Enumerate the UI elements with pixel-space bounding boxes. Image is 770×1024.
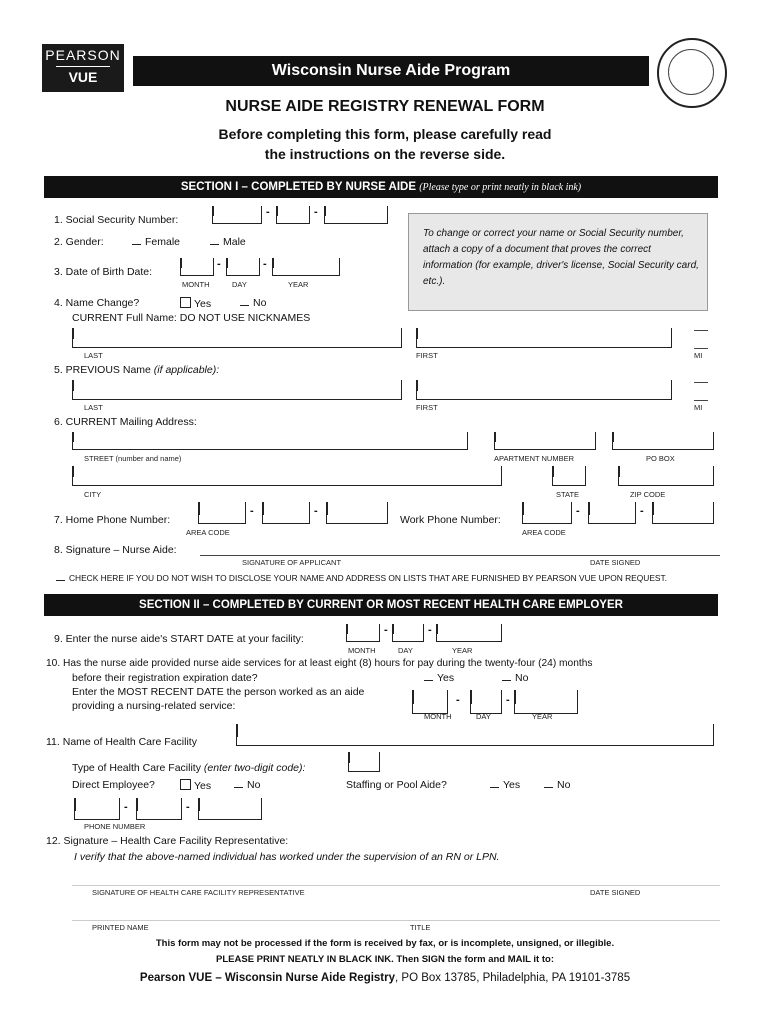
q12-label: 12. Signature – Health Care Facility Representative:: [46, 835, 289, 847]
home-area-code-caption: AREA CODE: [186, 528, 230, 537]
intro-line-2: the instructions on the reverse side.: [264, 146, 506, 162]
start-month-input[interactable]: [346, 624, 380, 642]
current-name-label: CURRENT Full Name: DO NOT USE NICKNAMES: [72, 312, 311, 324]
logo-pearson-text: PEARSON: [45, 47, 121, 63]
city-caption: CITY: [84, 490, 102, 499]
work-area-code-caption: AREA CODE: [522, 528, 566, 537]
start-month-caption: MONTH: [348, 646, 376, 655]
recent-day-input[interactable]: [470, 690, 502, 714]
previous-mi-caption: MI: [694, 403, 703, 412]
disclose-label: CHECK HERE IF YOU DO NOT WISH TO DISCLOSE YOUR NAME AND ADDRESS ON LISTS THAT ARE FURNISHED BY PEARSON VUE UPON REQUEST.: [69, 573, 667, 583]
gender-female-option[interactable]: [132, 236, 180, 248]
facility-prefix-input[interactable]: [136, 798, 182, 820]
previous-last-caption: LAST: [84, 403, 103, 412]
name-change-note: To change or correct your name or Social Security number, attach a copy of a document that proves the correct information (for example, driver's license, Social Security card, etc.).: [408, 213, 708, 311]
q10-line-4: providing a nursing-related service:: [72, 700, 236, 712]
q4-label: 4. Name Change?: [54, 297, 140, 309]
previous-mi-input[interactable]: [694, 400, 708, 401]
street-input[interactable]: [72, 432, 468, 450]
facility-type-label: Type of Health Care Facility (enter two-digit code):: [72, 762, 306, 774]
start-year-input[interactable]: [436, 624, 502, 642]
home-area-code-input[interactable]: [198, 502, 246, 524]
previous-first-name-input[interactable]: [416, 380, 672, 400]
current-last-caption: LAST: [84, 351, 103, 360]
section-1-header: [44, 176, 718, 198]
staffing-no-label: No: [557, 779, 571, 791]
direct-no-label: No: [247, 779, 261, 791]
po-box-caption: PO BOX: [646, 454, 675, 463]
q11-label: 11. Name of Health Care Facility: [46, 736, 197, 748]
printed-name-caption: PRINTED NAME: [92, 923, 149, 932]
mailing-address: Pearson VUE – Wisconsin Nurse Aide Registry, PO Box 13785, Philadelphia, PA 19101-3785: [139, 972, 631, 984]
q10-no-option[interactable]: [502, 672, 528, 684]
direct-employee-label: Direct Employee?: [72, 779, 155, 791]
facility-name-input[interactable]: [236, 724, 714, 746]
title-caption: TITLE: [410, 923, 431, 932]
logo-vue-text: VUE: [56, 66, 110, 85]
current-first-caption: FIRST: [416, 351, 438, 360]
name-change-no-option[interactable]: [240, 297, 266, 309]
dob-month-input[interactable]: [180, 258, 214, 276]
q7-label: 7. Home Phone Number:: [54, 514, 171, 526]
gender-male-option[interactable]: [210, 236, 246, 248]
start-year-caption: YEAR: [452, 646, 473, 655]
q10-line-1: 10. Has the nurse aide provided nurse aide services for at least eight (8) hours for pay during the twenty-four (24) months: [46, 658, 593, 669]
pearson-vue-logo: [42, 44, 124, 92]
facility-line-input[interactable]: [198, 798, 262, 820]
rep-signature-caption: SIGNATURE OF HEALTH CARE FACILITY REPRESENTATIVE: [92, 888, 305, 897]
q8-label: 8. Signature – Nurse Aide:: [54, 544, 177, 556]
q2-label: 2. Gender:: [54, 236, 104, 248]
name-change-yes-label: Yes: [194, 298, 212, 310]
po-box-input[interactable]: [612, 432, 714, 450]
ssn-part1-input[interactable]: [212, 206, 262, 224]
work-phone-label: Work Phone Number:: [400, 514, 501, 526]
current-last-name-input[interactable]: [72, 328, 402, 348]
phone-number-caption: PHONE NUMBER: [84, 822, 146, 831]
zip-input[interactable]: [618, 466, 714, 486]
q3-label: 3. Date of Birth Date:: [54, 266, 153, 278]
q10-no-label: No: [515, 672, 529, 684]
direct-no-option[interactable]: [234, 779, 260, 791]
facility-type-input[interactable]: [348, 752, 380, 772]
section-1-subtitle: (Please type or print neatly in black ink): [419, 182, 582, 193]
form-title: NURSE AIDE REGISTRY RENEWAL FORM: [225, 98, 545, 115]
dob-day-caption: DAY: [232, 280, 247, 289]
name-change-yes-option[interactable]: [180, 297, 211, 310]
recent-year-input[interactable]: [514, 690, 578, 714]
dob-day-input[interactable]: [226, 258, 260, 276]
staffing-no-option[interactable]: [544, 779, 570, 791]
dob-month-caption: MONTH: [182, 280, 210, 289]
direct-yes-label: Yes: [194, 780, 212, 792]
q10-yes-option[interactable]: [424, 672, 454, 684]
footer-line-2: PLEASE PRINT NEATLY IN BLACK INK. Then SIGN the form and MAIL it to:: [216, 954, 554, 965]
current-mi-caption: MI: [694, 351, 703, 360]
facility-area-code-input[interactable]: [74, 798, 120, 820]
ssn-part3-input[interactable]: [324, 206, 388, 224]
footer-line-1: This form may not be processed if the form is received by fax, or is incomplete, unsigned, or illegible.: [155, 938, 615, 949]
start-day-input[interactable]: [392, 624, 424, 642]
applicant-signature-line[interactable]: [200, 555, 720, 556]
previous-last-name-input[interactable]: [72, 380, 402, 400]
section-1-title: SECTION I – COMPLETED BY NURSE AIDE: [180, 181, 417, 193]
recent-month-input[interactable]: [412, 690, 448, 714]
street-caption: STREET (number and name): [84, 454, 182, 463]
disclose-checkbox-row[interactable]: [56, 573, 667, 583]
work-line-input[interactable]: [652, 502, 714, 524]
apartment-caption: APARTMENT NUMBER: [494, 454, 575, 463]
current-first-name-input[interactable]: [416, 328, 672, 348]
rep-date-signed-caption: DATE SIGNED: [590, 888, 641, 897]
section-2-header: SECTION II – COMPLETED BY CURRENT OR MOST RECENT HEALTH CARE EMPLOYER: [44, 594, 718, 616]
male-label: Male: [223, 236, 246, 248]
city-input[interactable]: [72, 466, 502, 486]
start-day-caption: DAY: [398, 646, 413, 655]
direct-yes-option[interactable]: [180, 779, 211, 792]
staffing-label: Staffing or Pool Aide?: [346, 779, 447, 791]
q10-line-3: Enter the MOST RECENT DATE the person worked as an aide: [72, 686, 365, 698]
home-line-input[interactable]: [326, 502, 388, 524]
printed-name-line[interactable]: [72, 920, 720, 921]
staffing-yes-label: Yes: [503, 779, 521, 791]
dob-year-input[interactable]: [272, 258, 340, 276]
q10-yes-label: Yes: [437, 672, 455, 684]
current-mi-input[interactable]: [694, 348, 708, 349]
work-prefix-input[interactable]: [588, 502, 636, 524]
state-caption: STATE: [556, 490, 580, 499]
name-change-no-label: No: [253, 297, 267, 309]
staffing-yes-option[interactable]: [490, 779, 520, 791]
q10-line-2: before their registration expiration date?: [72, 672, 258, 684]
program-title-bar: Wisconsin Nurse Aide Program: [133, 56, 649, 86]
recent-day-caption: DAY: [476, 712, 491, 721]
q9-label: 9. Enter the nurse aide's START DATE at your facility:: [54, 633, 304, 645]
state-input[interactable]: [552, 466, 586, 486]
female-label: Female: [145, 236, 181, 248]
previous-first-caption: FIRST: [416, 403, 438, 412]
date-signed-caption: DATE SIGNED: [590, 558, 641, 567]
recent-month-caption: MONTH: [424, 712, 452, 721]
intro-line-1: Before completing this form, please carefully read: [218, 126, 552, 142]
ssn-part2-input[interactable]: [276, 206, 310, 224]
verify-statement: I verify that the above-named individual has worked under the supervision of an RN or LPN.: [74, 851, 500, 863]
home-prefix-input[interactable]: [262, 502, 310, 524]
rep-signature-line[interactable]: [72, 885, 720, 886]
apartment-input[interactable]: [494, 432, 596, 450]
dob-year-caption: YEAR: [288, 280, 309, 289]
recent-year-caption: YEAR: [532, 712, 553, 721]
q5-label: 5. PREVIOUS Name (if applicable):: [54, 364, 220, 376]
zip-caption: ZIP CODE: [630, 490, 666, 499]
work-area-code-input[interactable]: [522, 502, 572, 524]
signature-applicant-caption: SIGNATURE OF APPLICANT: [242, 558, 342, 567]
q6-label: 6. CURRENT Mailing Address:: [54, 416, 197, 428]
q1-label: 1. Social Security Number:: [54, 214, 179, 226]
